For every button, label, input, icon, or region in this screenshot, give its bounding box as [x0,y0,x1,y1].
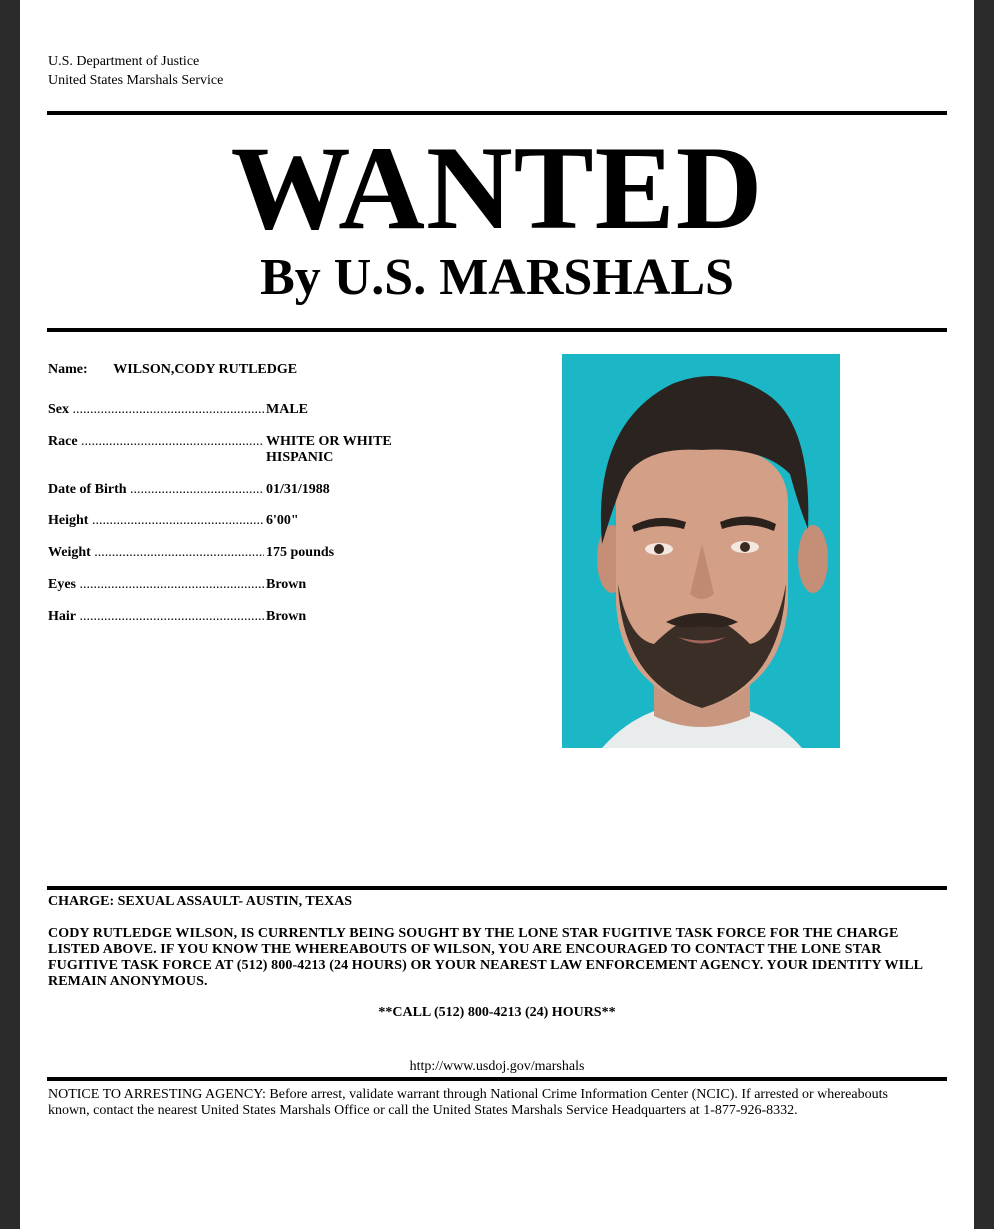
service-name: United States Marshals Service [48,73,224,88]
field-value: MALE [266,402,308,417]
divider-top [47,111,947,115]
call-line: **CALL (512) 800-4213 (24) HOURS** [378,1005,616,1020]
agency-header [48,52,223,90]
arresting-agency-notice: NOTICE TO ARRESTING AGENCY: Before arrest, validate warrant through National Crime Information Center (NCIC). If arrested or whereabouts known, contact the nearest United States Marshals Office or call the United States Marshals Service Headquarters at 1-877-926-8332. [48,1087,888,1118]
wanted-title: WANTED [230,121,764,254]
divider-notice [47,1077,947,1081]
wanted-subtitle: By U.S. MARSHALS [260,249,734,306]
field-value: WHITE OR WHITE HISPANIC [266,434,392,465]
department-name: U.S. Department of Justice [48,54,200,69]
field-label: Race ..... [48,434,264,450]
field-value: Brown [266,577,307,592]
divider-title [47,328,947,332]
field-value: 01/31/1988 [266,482,330,497]
name-value: WILSON,CODY RUTLEDGE [113,362,298,377]
field-value: 175 pounds [266,545,335,560]
field-label: Weight ..... [48,545,264,561]
field-label: Eyes ..... [48,577,264,593]
name-label: Name: [48,362,88,377]
field-value: Brown [266,609,307,624]
name-row [48,362,297,378]
description-paragraph: CODY RUTLEDGE WILSON, IS CURRENTLY BEING SOUGHT BY THE LONE STAR FUGITIVE TASK FORCE FOR THE CHARGE LISTED ABOVE. IF YOU KNOW THE WHEREABOUTS OF WILSON, YOU ARE ENCOURAGED TO CONTACT THE LONE STAR FUGITIVE TASK FORCE AT (512) 800-4213 (24 HOURS) OR YOUR NEAREST LAW ENFORCEMENT AGENCY. YOUR IDENTITY WILL REMAIN ANONYMOUS. [48,926,923,989]
portrait-illustration [562,354,840,748]
charge-line: CHARGE: SEXUAL ASSAULT- AUSTIN, TEXAS [48,894,353,909]
wanted-poster [20,0,974,1229]
field-label: Sex ..... [48,402,264,418]
field-label: Date of Birth ..... [48,482,264,498]
divider-charge [47,886,947,890]
fugitive-photo [562,354,840,748]
field-label: Height ..... [48,513,264,529]
field-label: Hair ..... [48,609,264,625]
field-value: 6'00" [266,513,299,528]
website-url: http://www.usdoj.gov/marshals [409,1059,585,1074]
